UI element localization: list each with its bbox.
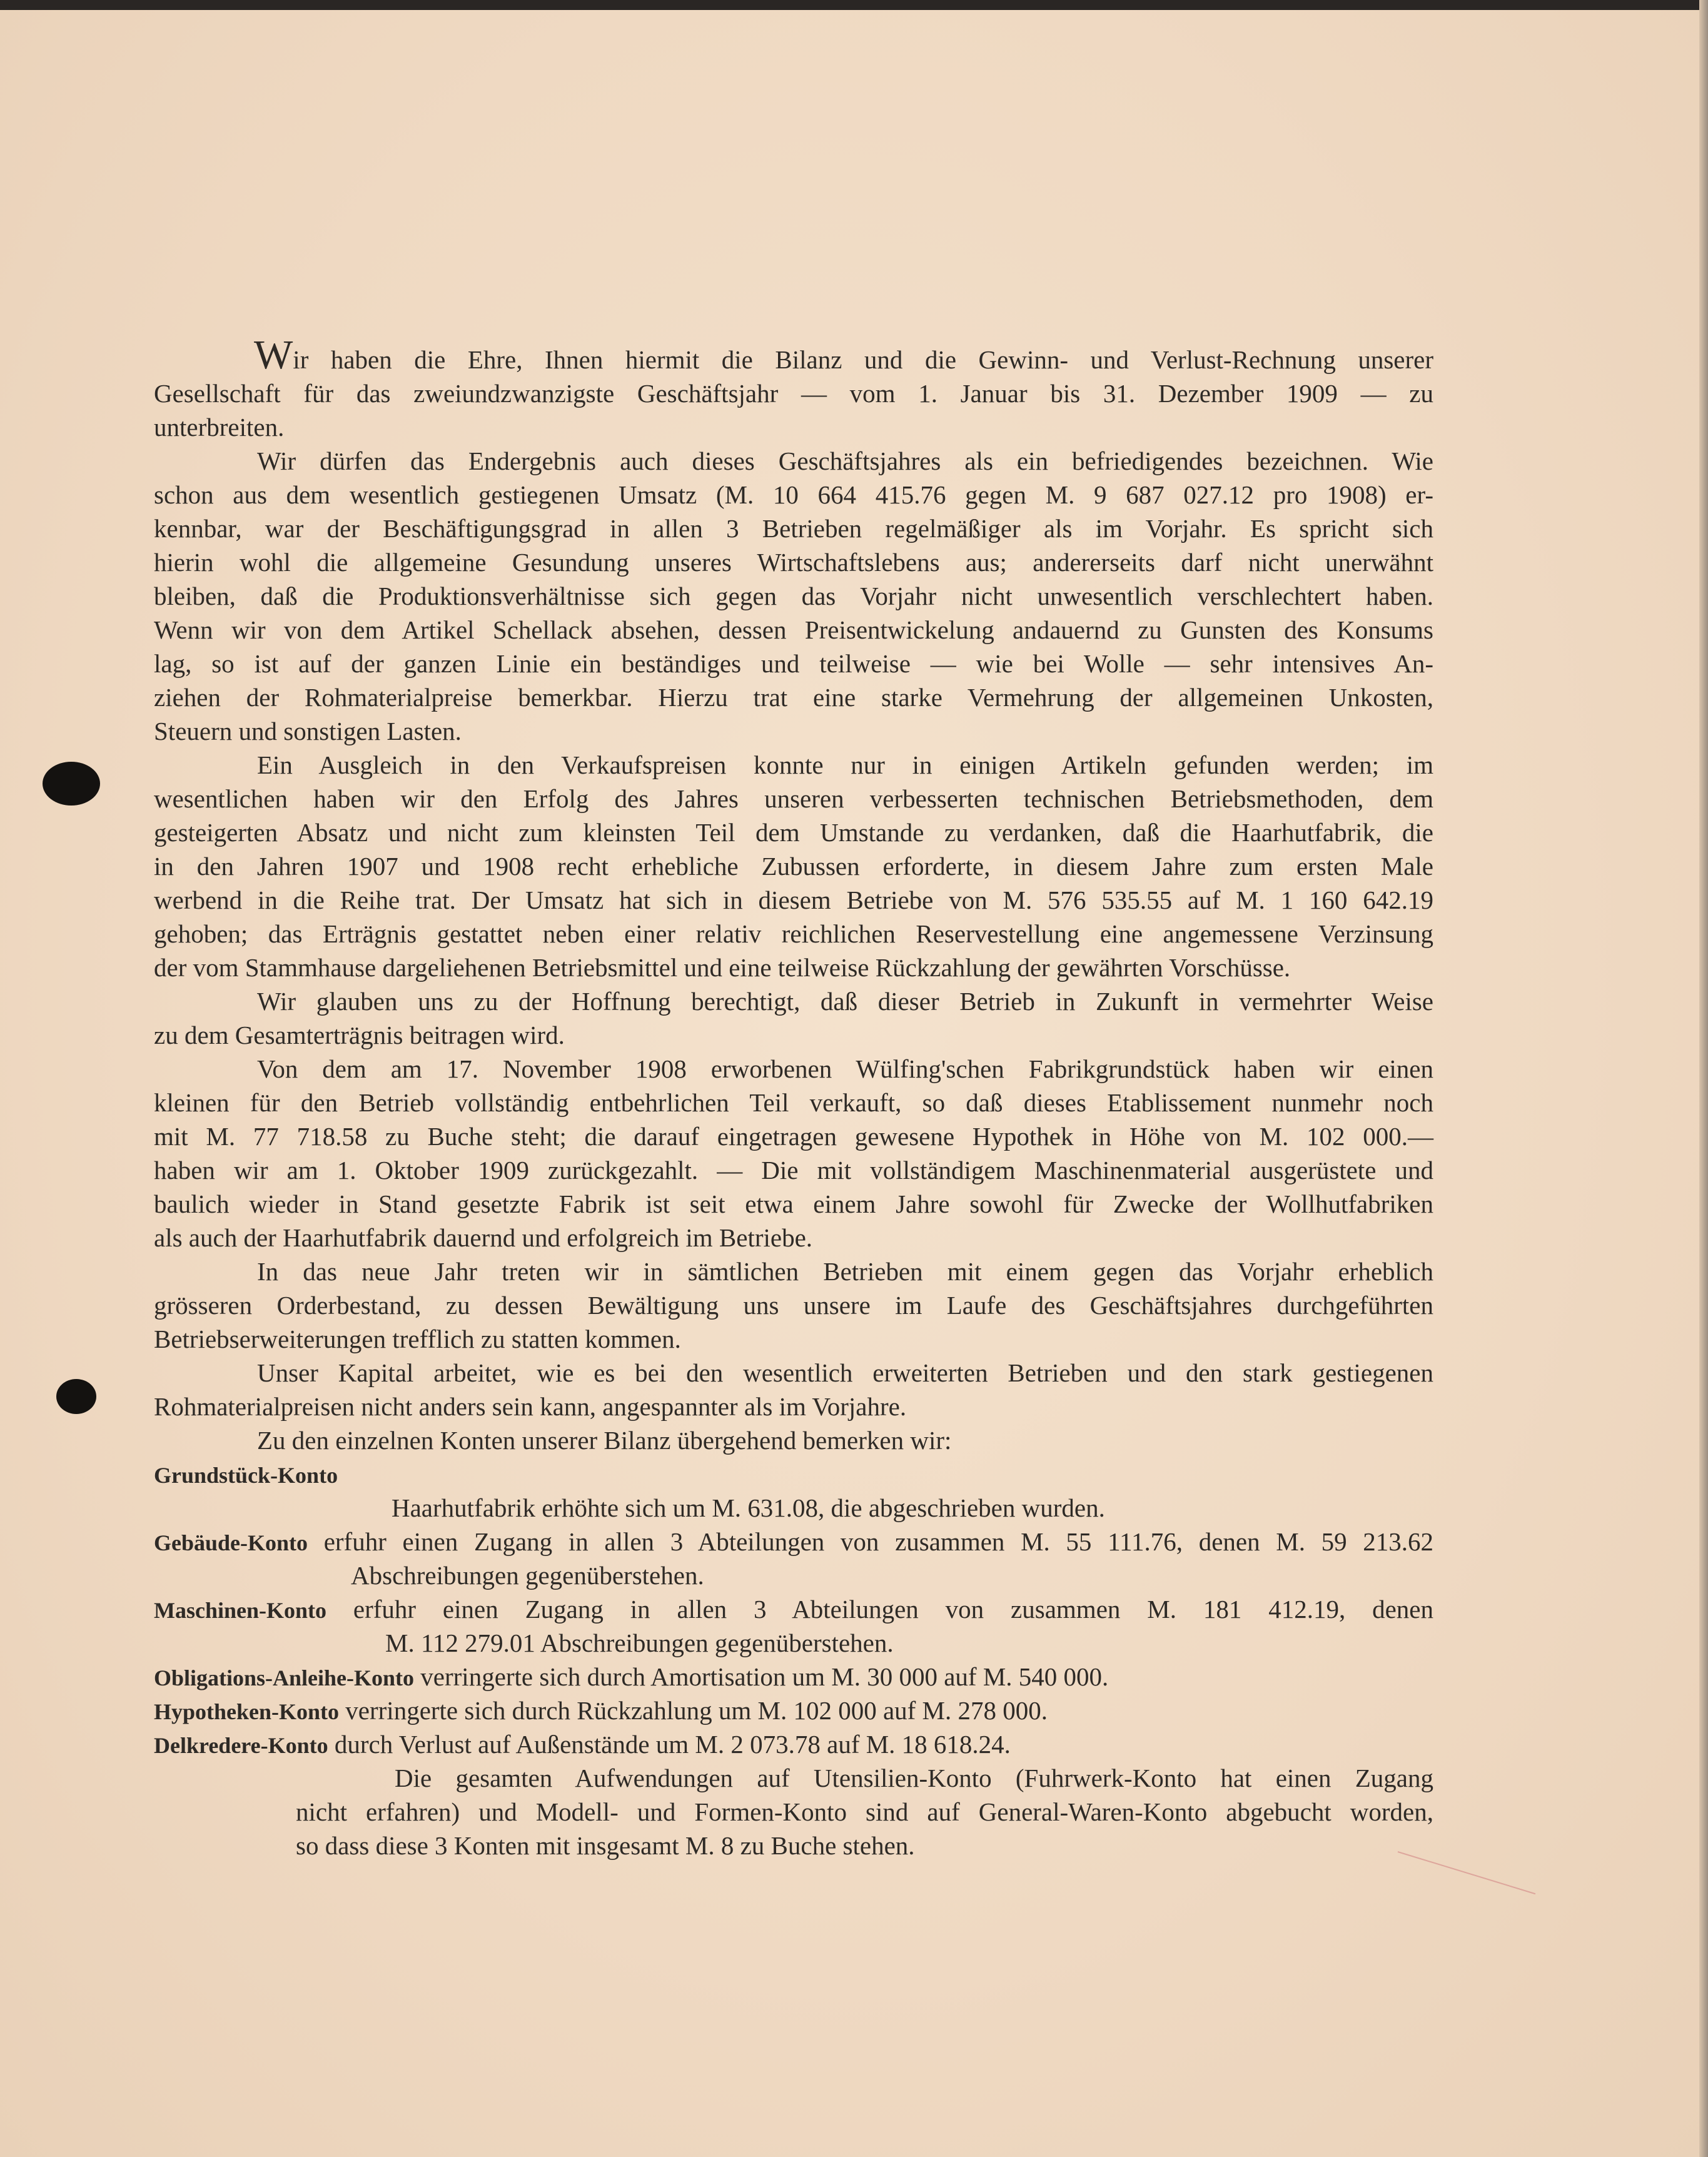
account-label: Delkredere-Konto [154, 1733, 328, 1758]
text-line [154, 1727, 1433, 1761]
drop-cap: W [254, 332, 293, 378]
line-text: verringerte sich durch Amortisation um M. 30 000 auf M. 540 000. [420, 1662, 1109, 1691]
scan-top-edge [0, 0, 1708, 10]
text-line [154, 1322, 1433, 1356]
text-line [154, 332, 1433, 378]
line-text: Wir glauben uns zu der Hoffnung berechtigt, daß dieser Betrieb in Zukunft in vermehrter Weise [257, 987, 1433, 1016]
text-line [154, 1558, 1433, 1592]
text-line [154, 1052, 1433, 1086]
line-text: grösseren Orderbestand, zu dessen Bewältigung uns unsere im Laufe des Geschäftsjahres durchgeführten [154, 1291, 1433, 1320]
text-line [154, 1525, 1433, 1558]
line-text: Zu den einzelnen Konten unserer Bilanz übergehend bemerken wir: [257, 1426, 952, 1455]
line-text: baulich wieder in Stand gesetzte Fabrik ist seit etwa einem Jahre sowohl für Zwecke der Wollhutfabriken [154, 1190, 1433, 1218]
line-text: hierin wohl die allgemeine Gesundung unseres Wirtschaftslebens aus; andererseits darf nicht unerwähnt [154, 548, 1433, 577]
account-label: Gebäude-Konto [154, 1530, 308, 1555]
text-line [154, 748, 1433, 782]
line-text: Von dem am 17. November 1908 erworbenen Wülfing'schen Fabrikgrundstück haben wir einen [257, 1054, 1433, 1083]
text-line [154, 1018, 1433, 1052]
text-line [154, 1626, 1433, 1660]
text-line [154, 714, 1433, 748]
line-text: so dass diese 3 Konten mit insgesamt M. 8 zu Buche stehen. [296, 1831, 915, 1860]
account-label: Grundstück-Konto [154, 1463, 338, 1488]
text-line [154, 1086, 1433, 1119]
text-line [154, 579, 1433, 613]
text-line [154, 1187, 1433, 1221]
line-text: Gesellschaft für das zweiundzwanzigste Geschäftsjahr — vom 1. Januar bis 31. Dezember 1909 — zu [154, 379, 1433, 408]
text-line [154, 782, 1433, 816]
line-text: gehoben; das Erträgnis gestattet neben einer relativ reichlichen Reservestellung eine angemessene Verzinsung [154, 919, 1433, 948]
line-text: durch Verlust auf Außenstände um M. 2 073.78 auf M. 18 618.24. [334, 1730, 1011, 1759]
line-text: der vom Stammhause dargeliehenen Betriebsmittel und eine teilweise Rückzahlung der gewährten Vorschüsse. [154, 953, 1291, 982]
text-line [154, 1221, 1433, 1255]
line-text: Wir dürfen das Endergebnis auch dieses Geschäftsjahres als ein befriedigendes bezeichnen. Wie [257, 447, 1433, 475]
line-text: In das neue Jahr treten wir in sämtlichen Betrieben mit einem gegen das Vorjahr erheblich [257, 1257, 1433, 1286]
text-line [154, 1592, 1433, 1626]
text-line [154, 512, 1433, 545]
text-line [154, 1390, 1433, 1423]
punch-hole [43, 762, 100, 806]
text-line [154, 613, 1433, 647]
line-text: gesteigerten Absatz und nicht zum kleinsten Teil dem Umstande zu verdanken, daß die Haarhutfabrik, die [154, 818, 1433, 847]
line-text: kennbar, war der Beschäftigungsgrad in allen 3 Betrieben regelmäßiger als im Vorjahr. Es spricht sich [154, 514, 1433, 543]
line-text: kleinen für den Betrieb vollständig entbehrlichen Teil verkauft, so daß dieses Etablissement nunmehr noch [154, 1088, 1433, 1117]
line-text: unterbreiten. [154, 413, 285, 442]
text-line [154, 376, 1433, 410]
line-text: Betriebserweiterungen trefflich zu statten kommen. [154, 1325, 681, 1353]
line-text: als auch der Haarhutfabrik dauernd und erfolgreich im Betriebe. [154, 1223, 813, 1252]
line-text: Rohmaterialpreisen nicht anders sein kann, angespannter als im Vorjahre. [154, 1392, 907, 1421]
text-line [154, 680, 1433, 714]
text-line [154, 1694, 1433, 1727]
line-text: in den Jahren 1907 und 1908 recht erhebliche Zubussen erforderte, in diesem Jahre zum ersten Male [154, 852, 1433, 881]
text-line [154, 1255, 1433, 1288]
line-text: Wenn wir von dem Artikel Schellack absehen, dessen Preisentwickelung andauernd zu Gunsten des Konsums [154, 615, 1433, 644]
line-text: ir haben die Ehre, Ihnen hiermit die Bilanz und die Gewinn- und Verlust-Rechnung unserer [293, 345, 1433, 374]
text-line [154, 1761, 1433, 1795]
text-line [154, 1491, 1433, 1525]
line-text: nicht erfahren) und Modell- und Formen-Konto sind auf General-Waren-Konto abgebucht worden, [296, 1797, 1433, 1826]
line-text: mit M. 77 718.58 zu Buche steht; die darauf eingetragen gewesene Hypothek in Höhe von M. 102 000.— [154, 1122, 1433, 1151]
text-line [154, 444, 1433, 478]
line-text: erfuhr einen Zugang in allen 3 Abteilungen von zusammen M. 181 412.19, denen [353, 1595, 1433, 1624]
text-line [154, 1153, 1433, 1187]
text-line [154, 1423, 1433, 1457]
scan-right-edge [1699, 0, 1708, 2157]
line-text: Steuern und sonstigen Lasten. [154, 717, 462, 745]
line-text: erfuhr einen Zugang in allen 3 Abteilungen von zusammen M. 55 111.76, denen M. 59 213.62 [323, 1527, 1434, 1556]
text-line [154, 647, 1433, 680]
line-text: lag, so ist auf der ganzen Linie ein beständiges und teilweise — wie bei Wolle — sehr intensives An- [154, 649, 1433, 678]
account-label: Maschinen-Konto [154, 1598, 327, 1623]
line-text: Ein Ausgleich in den Verkaufspreisen konnte nur in einigen Artikeln gefunden werden; im [257, 750, 1433, 779]
text-line [154, 883, 1433, 917]
account-label: Obligations-Anleihe-Konto [154, 1665, 415, 1690]
line-text: Unser Kapital arbeitet, wie es bei den wesentlich erweiterten Betrieben und den stark gestiegenen [257, 1358, 1433, 1387]
line-text: wesentlichen haben wir den Erfolg des Jahres unseren verbesserten technischen Betriebsmethoden, dem [154, 784, 1433, 813]
line-text: haben wir am 1. Oktober 1909 zurückgezahlt. — Die mit vollständigem Maschinenmaterial ausgerüstete und [154, 1156, 1433, 1185]
line-text: werbend in die Reihe trat. Der Umsatz hat sich in diesem Betriebe von M. 576 535.55 auf M. 1 160 642.19 [154, 886, 1433, 914]
line-text: Haarhutfabrik erhöhte sich um M. 631.08, die abgeschrieben wurden. [392, 1493, 1105, 1522]
text-line [154, 1660, 1433, 1694]
text-line [154, 1356, 1433, 1390]
document-body [154, 332, 1434, 1862]
text-line [154, 984, 1433, 1018]
text-line [154, 849, 1433, 883]
text-line [154, 1795, 1433, 1829]
text-line [154, 410, 1433, 444]
text-line [154, 478, 1433, 512]
text-line [154, 1288, 1433, 1322]
line-text: ziehen der Rohmaterialpreise bemerkbar. Hierzu trat eine starke Vermehrung der allgemeinen Unkosten, [154, 683, 1433, 712]
text-line [154, 545, 1433, 579]
text-line [154, 1457, 1433, 1491]
line-text: zu dem Gesamterträgnis beitragen wird. [154, 1021, 565, 1049]
line-text: bleiben, daß die Produktionsverhältnisse sich gegen das Vorjahr nicht unwesentlich verschlechtert haben. [154, 582, 1433, 610]
line-text: schon aus dem wesentlich gestiegenen Umsatz (M. 10 664 415.76 gegen M. 9 687 027.12 pro 1908) er- [154, 480, 1433, 509]
account-label: Hypotheken-Konto [154, 1699, 340, 1724]
text-line [154, 816, 1433, 849]
line-text: M. 112 279.01 Abschreibungen gegenüberstehen. [385, 1629, 894, 1657]
line-text: Die gesamten Aufwendungen auf Utensilien-Konto (Fuhrwerk-Konto hat einen Zugang [395, 1764, 1433, 1792]
text-line [154, 1829, 1433, 1862]
text-line [154, 917, 1433, 951]
punch-hole [56, 1379, 96, 1414]
text-line [154, 951, 1433, 984]
text-line [154, 1119, 1433, 1153]
line-text: Abschreibungen gegenüberstehen. [351, 1561, 704, 1590]
line-text: verringerte sich durch Rückzahlung um M. 102 000 auf M. 278 000. [345, 1696, 1048, 1725]
